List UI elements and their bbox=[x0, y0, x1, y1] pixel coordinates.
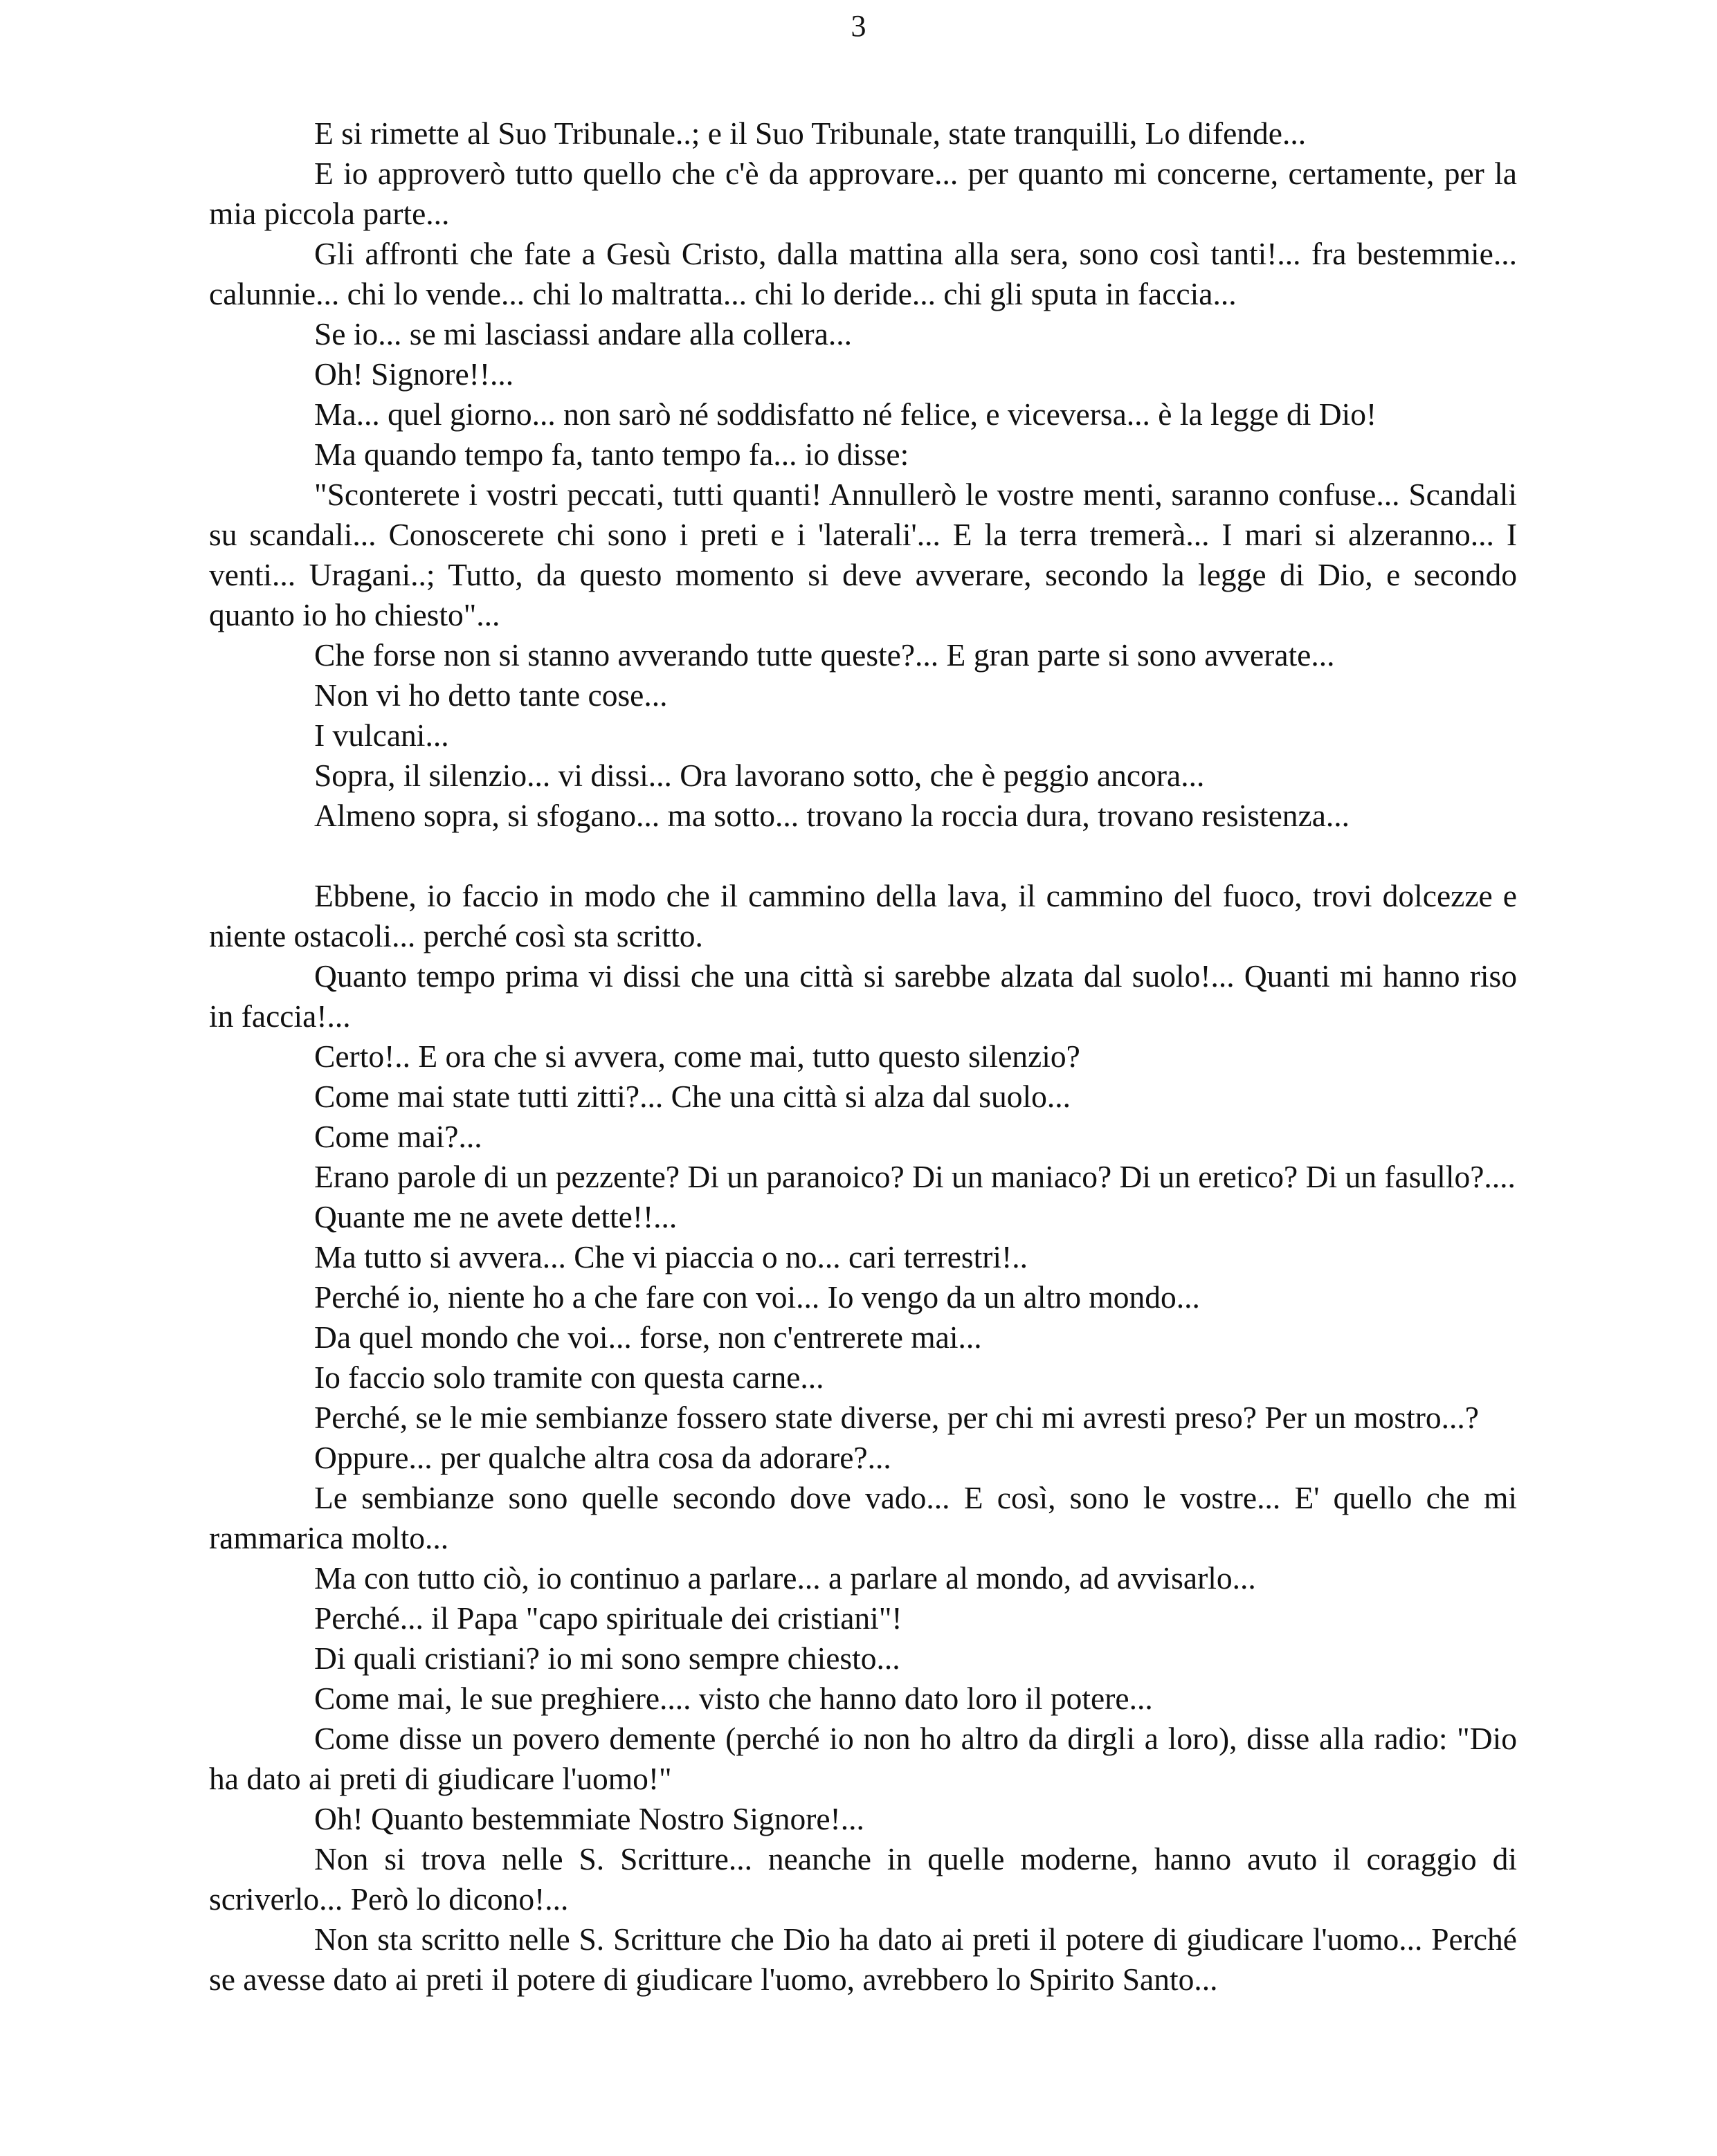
paragraph: Ma con tutto ciò, io continuo a parlare... a parlare al mondo, ad avvisarlo... bbox=[314, 1560, 1256, 1596]
paragraph: Perché io, niente ho a che fare con voi... Io vengo da un altro mondo... bbox=[314, 1279, 1200, 1315]
paragraph: Io faccio solo tramite con questa carne... bbox=[314, 1360, 824, 1395]
paragraph: Come mai, le sue preghiere.... visto che hanno dato loro il potere... bbox=[314, 1681, 1153, 1716]
paragraph: Ebbene, io faccio in modo che il cammino della lava, il cammino del fuoco, trovi dolcezze e niente ostacoli... perché così sta scritto. bbox=[209, 878, 1517, 953]
paragraph: Non sta scritto nelle S. Scritture che Dio ha dato ai preti il potere di giudicare l'uomo... Perché se avesse dato ai preti il potere di giudicare l'uomo, avrebbero lo Spirito Santo... bbox=[209, 1921, 1517, 1997]
paragraph: Certo!.. E ora che si avvera, come mai, tutto questo silenzio? bbox=[314, 1039, 1080, 1074]
paragraph: Ma... quel giorno... non sarò né soddisfatto né felice, e viceversa... è la legge di Dio! bbox=[314, 396, 1377, 432]
paragraph: Gli affronti che fate a Gesù Cristo, dalla mattina alla sera, sono così tanti!... fra bestemmie... calunnie... chi lo vende... chi lo maltratta... chi lo deride... chi gli sputa in faccia... bbox=[209, 236, 1517, 311]
paragraph: Di quali cristiani? io mi sono sempre chiesto... bbox=[314, 1641, 900, 1676]
paragraph: Come mai state tutti zitti?... Che una città si alza dal suolo... bbox=[314, 1079, 1071, 1114]
paragraph: Le sembianze sono quelle secondo dove vado... E così, sono le vostre... E' quello che mi rammarica molto... bbox=[209, 1480, 1517, 1555]
paragraph: Ma tutto si avvera... Che vi piaccia o no... cari terrestri!.. bbox=[314, 1239, 1028, 1275]
paragraph: Ma quando tempo fa, tanto tempo fa... io disse: bbox=[314, 437, 909, 472]
body-text bbox=[209, 113, 1517, 2000]
paragraph: Oppure... per qualche altra cosa da adorare?... bbox=[314, 1440, 891, 1475]
paragraph: Perché... il Papa "capo spirituale dei cristiani"! bbox=[314, 1600, 902, 1636]
paragraph: I vulcani... bbox=[314, 718, 449, 753]
paragraph: Come disse un povero demente (perché io non ho altro da dirgli a loro), disse alla radio: "Dio ha dato ai preti di giudicare l'uomo!" bbox=[209, 1721, 1517, 1796]
paragraph: E si rimette al Suo Tribunale..; e il Suo Tribunale, state tranquilli, Lo difende... bbox=[314, 116, 1307, 151]
paragraph: Quante me ne avete dette!!... bbox=[314, 1199, 678, 1234]
page-number: 3 bbox=[851, 9, 866, 43]
paragraph: Oh! Quanto bestemmiate Nostro Signore!... bbox=[314, 1801, 864, 1836]
paragraph: Almeno sopra, si sfogano... ma sotto... trovano la roccia dura, trovano resistenza... bbox=[314, 798, 1350, 833]
paragraph: Erano parole di un pezzente? Di un paranoico? Di un maniaco? Di un eretico? Di un fasullo?.... bbox=[314, 1159, 1516, 1194]
paragraph: Sopra, il silenzio... vi dissi... Ora lavorano sotto, che è peggio ancora... bbox=[314, 758, 1205, 793]
paragraph: E io approverò tutto quello che c'è da approvare... per quanto mi concerne, certamente, per la mia piccola parte... bbox=[209, 156, 1517, 231]
paragraph: Se io... se mi lasciassi andare alla collera... bbox=[314, 316, 853, 351]
paragraph: "Sconterete i vostri peccati, tutti quanti! Annullerò le vostre menti, saranno confuse... Scandali su scandali... Conoscerete chi sono i preti e i 'laterali'... E la terra tremerà... I mari si alzeranno... I venti... Uragani..; Tutto, da questo momento si deve avverare, secondo la legge di Dio, e secondo quanto io ho chiesto"... bbox=[209, 477, 1517, 632]
paragraph: Perché, se le mie sembianze fossero state diverse, per chi mi avresti preso? Per un mostro...? bbox=[314, 1400, 1479, 1435]
paragraph: Non si trova nelle S. Scritture... neanche in quelle moderne, hanno avuto il coraggio di scriverlo... Però lo dicono!... bbox=[209, 1841, 1517, 1917]
paragraph: Oh! Signore!!... bbox=[314, 356, 514, 392]
paragraph: Che forse non si stanno avverando tutte queste?... E gran parte si sono avverate... bbox=[314, 637, 1335, 673]
paragraph: Come mai?... bbox=[314, 1119, 482, 1154]
paragraph: Non vi ho detto tante cose... bbox=[314, 677, 668, 713]
paragraph: Quanto tempo prima vi dissi che una città si sarebbe alzata dal suolo!... Quanti mi hanno riso in faccia!... bbox=[209, 958, 1517, 1034]
paragraph: Da quel mondo che voi... forse, non c'entrerete mai... bbox=[314, 1319, 982, 1355]
